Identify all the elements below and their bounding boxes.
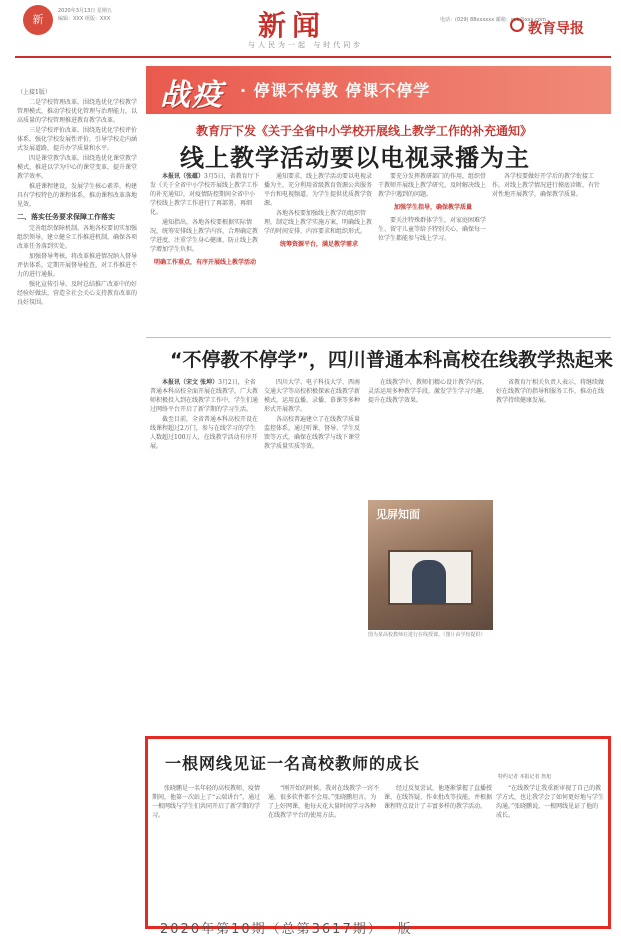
- story2-paragraph: 四川大学、电子科技大学、西南交通大学等高校积极探索在线教学新模式，运用直播、录播、慕课等多种形式开展教学。: [264, 379, 361, 413]
- story2-photo: [368, 500, 493, 630]
- story1-paragraph: 要关注特殊群体学生，对家庭困难学生、留守儿童等给予特别关心，确保每一位学生都能参与线上学习。: [378, 217, 487, 242]
- left-paragraph: 四是课堂教学改革。围绕选优化课堂教学模式，推进以学为中心的课堂变革，提升课堂教学效率。: [17, 155, 138, 180]
- story1-title: 线上教学活动要以电视录播为主: [180, 144, 530, 172]
- story3-paragraph: 经过反复尝试，他逐渐掌握了直播授课、在线答疑、作业批改等技能，并根据课程特点设计了丰富多样的教学活动。: [384, 785, 492, 810]
- story2-col-3: [368, 378, 488, 496]
- story3-col-4: [496, 784, 604, 916]
- story1-paragraph: 通知要求，线上教学活动要以电视录播为主，充分利用省级教育资源公共服务平台和电视频道，为学生提供优质教学资源。: [264, 173, 373, 207]
- left-paragraph: 完善组织保障机制。各地各校要切实加强组织领导，建立健全工作推进机制，确保各项改革任务落到实处。: [17, 225, 138, 250]
- story1-subhead: 统筹资源平台，满足教学需求: [279, 241, 358, 248]
- story2-col-2: [264, 378, 364, 728]
- banner-tag: 战疫: [160, 78, 224, 113]
- story3-col-1: [152, 784, 264, 916]
- story1-paragraph: 通知指出，各地各校要根据实际情况，统筹安排线上教学内容，合理确定教学进度，注重学生身心健康，防止线上教学增加学生负担。: [150, 219, 259, 253]
- left-heading: （上接1版）: [17, 89, 51, 96]
- story3-col-2: [268, 784, 380, 916]
- story1-paragraph: 3月5日，省教育厅下发《关于全省中小学校开展线上教学工作的补充通知》，对疫情防控期间全省中小学校线上教学工作进行了再部署、再细化。: [150, 173, 260, 216]
- masthead: [0, 0, 621, 56]
- story2-paragraph: 各高校普遍建立了在线教学质量监控体系，通过听课、督导、学生反馈等方式，确保在线教学与线下课堂教学质量实质等效。: [264, 416, 361, 450]
- story1-col-1: [150, 172, 260, 332]
- story1-col-4: [492, 172, 604, 332]
- masthead-rule: [15, 56, 611, 58]
- left-column: [17, 88, 139, 918]
- story1-byline: 本报讯（张蕴）: [162, 173, 205, 180]
- story2-col-4: [496, 378, 606, 728]
- left-paragraph: 加强督导考核。将改革推进情况纳入督导评估体系，定期开展督导检查，对工作推进不力的进行通报。: [17, 253, 138, 278]
- story1-subtitle: 教育厅下发《关于全省中小学校开展线上教学工作的补充通知》: [196, 124, 533, 138]
- left-paragraph: 二是学校管理改革。围绕选优化学校教学管理模式，推动学校优化管理与治理能力，以高质量的学校管理推进教育教学改革。: [17, 99, 138, 124]
- story1-paragraph: 各学校要做好开学后的教学衔接工作，对线上教学情况进行摸底诊断，有针对性地开展教学，确保教学质量。: [492, 173, 601, 198]
- photo-label: 见屏知面: [376, 508, 420, 521]
- brand-icon: [510, 18, 524, 32]
- divider: [146, 337, 611, 338]
- masthead-title: 新闻: [258, 9, 327, 42]
- page-footer: 2020年第10期（总第3617期）一版: [160, 922, 413, 936]
- story3-paragraph: “刚开始的时候，我对在线教学一窍不通，很多软件都不会用。”张晓鹏坦言。为了上好网课，他每天花大量时间学习各种在线教学平台的使用方法。: [268, 785, 380, 819]
- left-paragraph: 推进课程建设，发展学生核心素养，构建具有学校特色的课程体系，推动课程改革落地见效。: [17, 183, 138, 208]
- story3-paragraph: 张晓鹏是一名年轻的高校教师，疫情期间，他第一次站上了“云端讲台”，通过一根网线与学生们共同开启了新学期的学习。: [152, 785, 261, 819]
- story3-byline: 特约记者 本报记者 詹旭: [498, 774, 552, 780]
- story1-paragraph: 要充分发挥教研部门的作用，组织骨干教师开展线上教学研究，及时解决线上教学中遇到的问题。: [378, 173, 487, 198]
- story1-subhead: 明确工作重点，有序开展线上教学活动: [153, 259, 256, 266]
- story2-paragraph: 截至目前，全省普通本科高校开设在线课程超过2万门，参与在线学习的学生人数超过100万人，在线教学活动有序开展。: [150, 416, 259, 450]
- masthead-date: 2020年3月13日 星期五: [58, 8, 112, 14]
- left-section-head: 二、落实任务要求保障工作落实: [17, 212, 115, 221]
- photo-caption: 图为某高校教师在进行在线授课。（图片由学校提供）: [368, 632, 486, 638]
- banner-text: · 停课不停教 停课不停学: [240, 81, 431, 100]
- story1-paragraph: 各地各校要加强线上教学的组织管理，制定线上教学实施方案，明确线上教学的时间安排、内容要求和组织形式。: [264, 210, 373, 235]
- story2-paragraph: 3月2日，全省普通本科高校全面开展在线教学，广大教师积极投入到在线教学工作中，学生们通过网络平台开启了新学期的学习生活。: [150, 379, 259, 413]
- masthead-contact: 电话：(029) 88xxxxxx 邮箱：gzb@xxx.com: [440, 17, 546, 23]
- masthead-editor: 编辑：XXX 组版：XXX: [58, 16, 111, 22]
- story1-col-2: [264, 172, 374, 332]
- left-paragraph: 三是学校评价改革。围绕选优化学校评价体系，强化学校发展性评价，引导学校走内涵式发展道路，提升办学质量和水平。: [17, 127, 138, 152]
- masthead-slogan: 与人民为一起 与时代同步: [248, 41, 364, 49]
- photo-person: [412, 560, 446, 604]
- masthead-logo: 新: [23, 5, 53, 35]
- story2-byline: 本报讯（宋文 张坤）: [162, 379, 219, 386]
- story2-title: “不停教不停学”，四川普通本科高校在线教学热起来: [170, 349, 613, 371]
- left-paragraph: 强化宣传引导。及时总结推广改革中的好经验好做法，营造全社会关心支持教育改革的良好氛围。: [17, 281, 138, 306]
- story3-paragraph: “在线教学让我重新审视了自己的教学方式，也让我学会了如何更好地与学生沟通。”张晓鹏说，一根网线见证了他的成长。: [496, 785, 604, 819]
- story2-col-1: [150, 378, 260, 728]
- story1-subhead: 加强学生指导，确保教学质量: [393, 204, 472, 211]
- story3-col-3: [384, 784, 492, 916]
- masthead-brand: 教育导报: [528, 21, 584, 37]
- story1-col-3: [378, 172, 488, 332]
- story3-title: 一根网线见证一名高校教师的成长: [165, 754, 421, 773]
- story2-paragraph: 省教育厅相关负责人表示，将继续做好在线教学的指导和服务工作，推动在线教学持续健康发展。: [496, 379, 605, 404]
- story2-paragraph: 在线教学中，教师们精心设计教学内容，灵活运用多种教学手段，激发学生学习兴趣，提升在线教学效果。: [368, 379, 488, 404]
